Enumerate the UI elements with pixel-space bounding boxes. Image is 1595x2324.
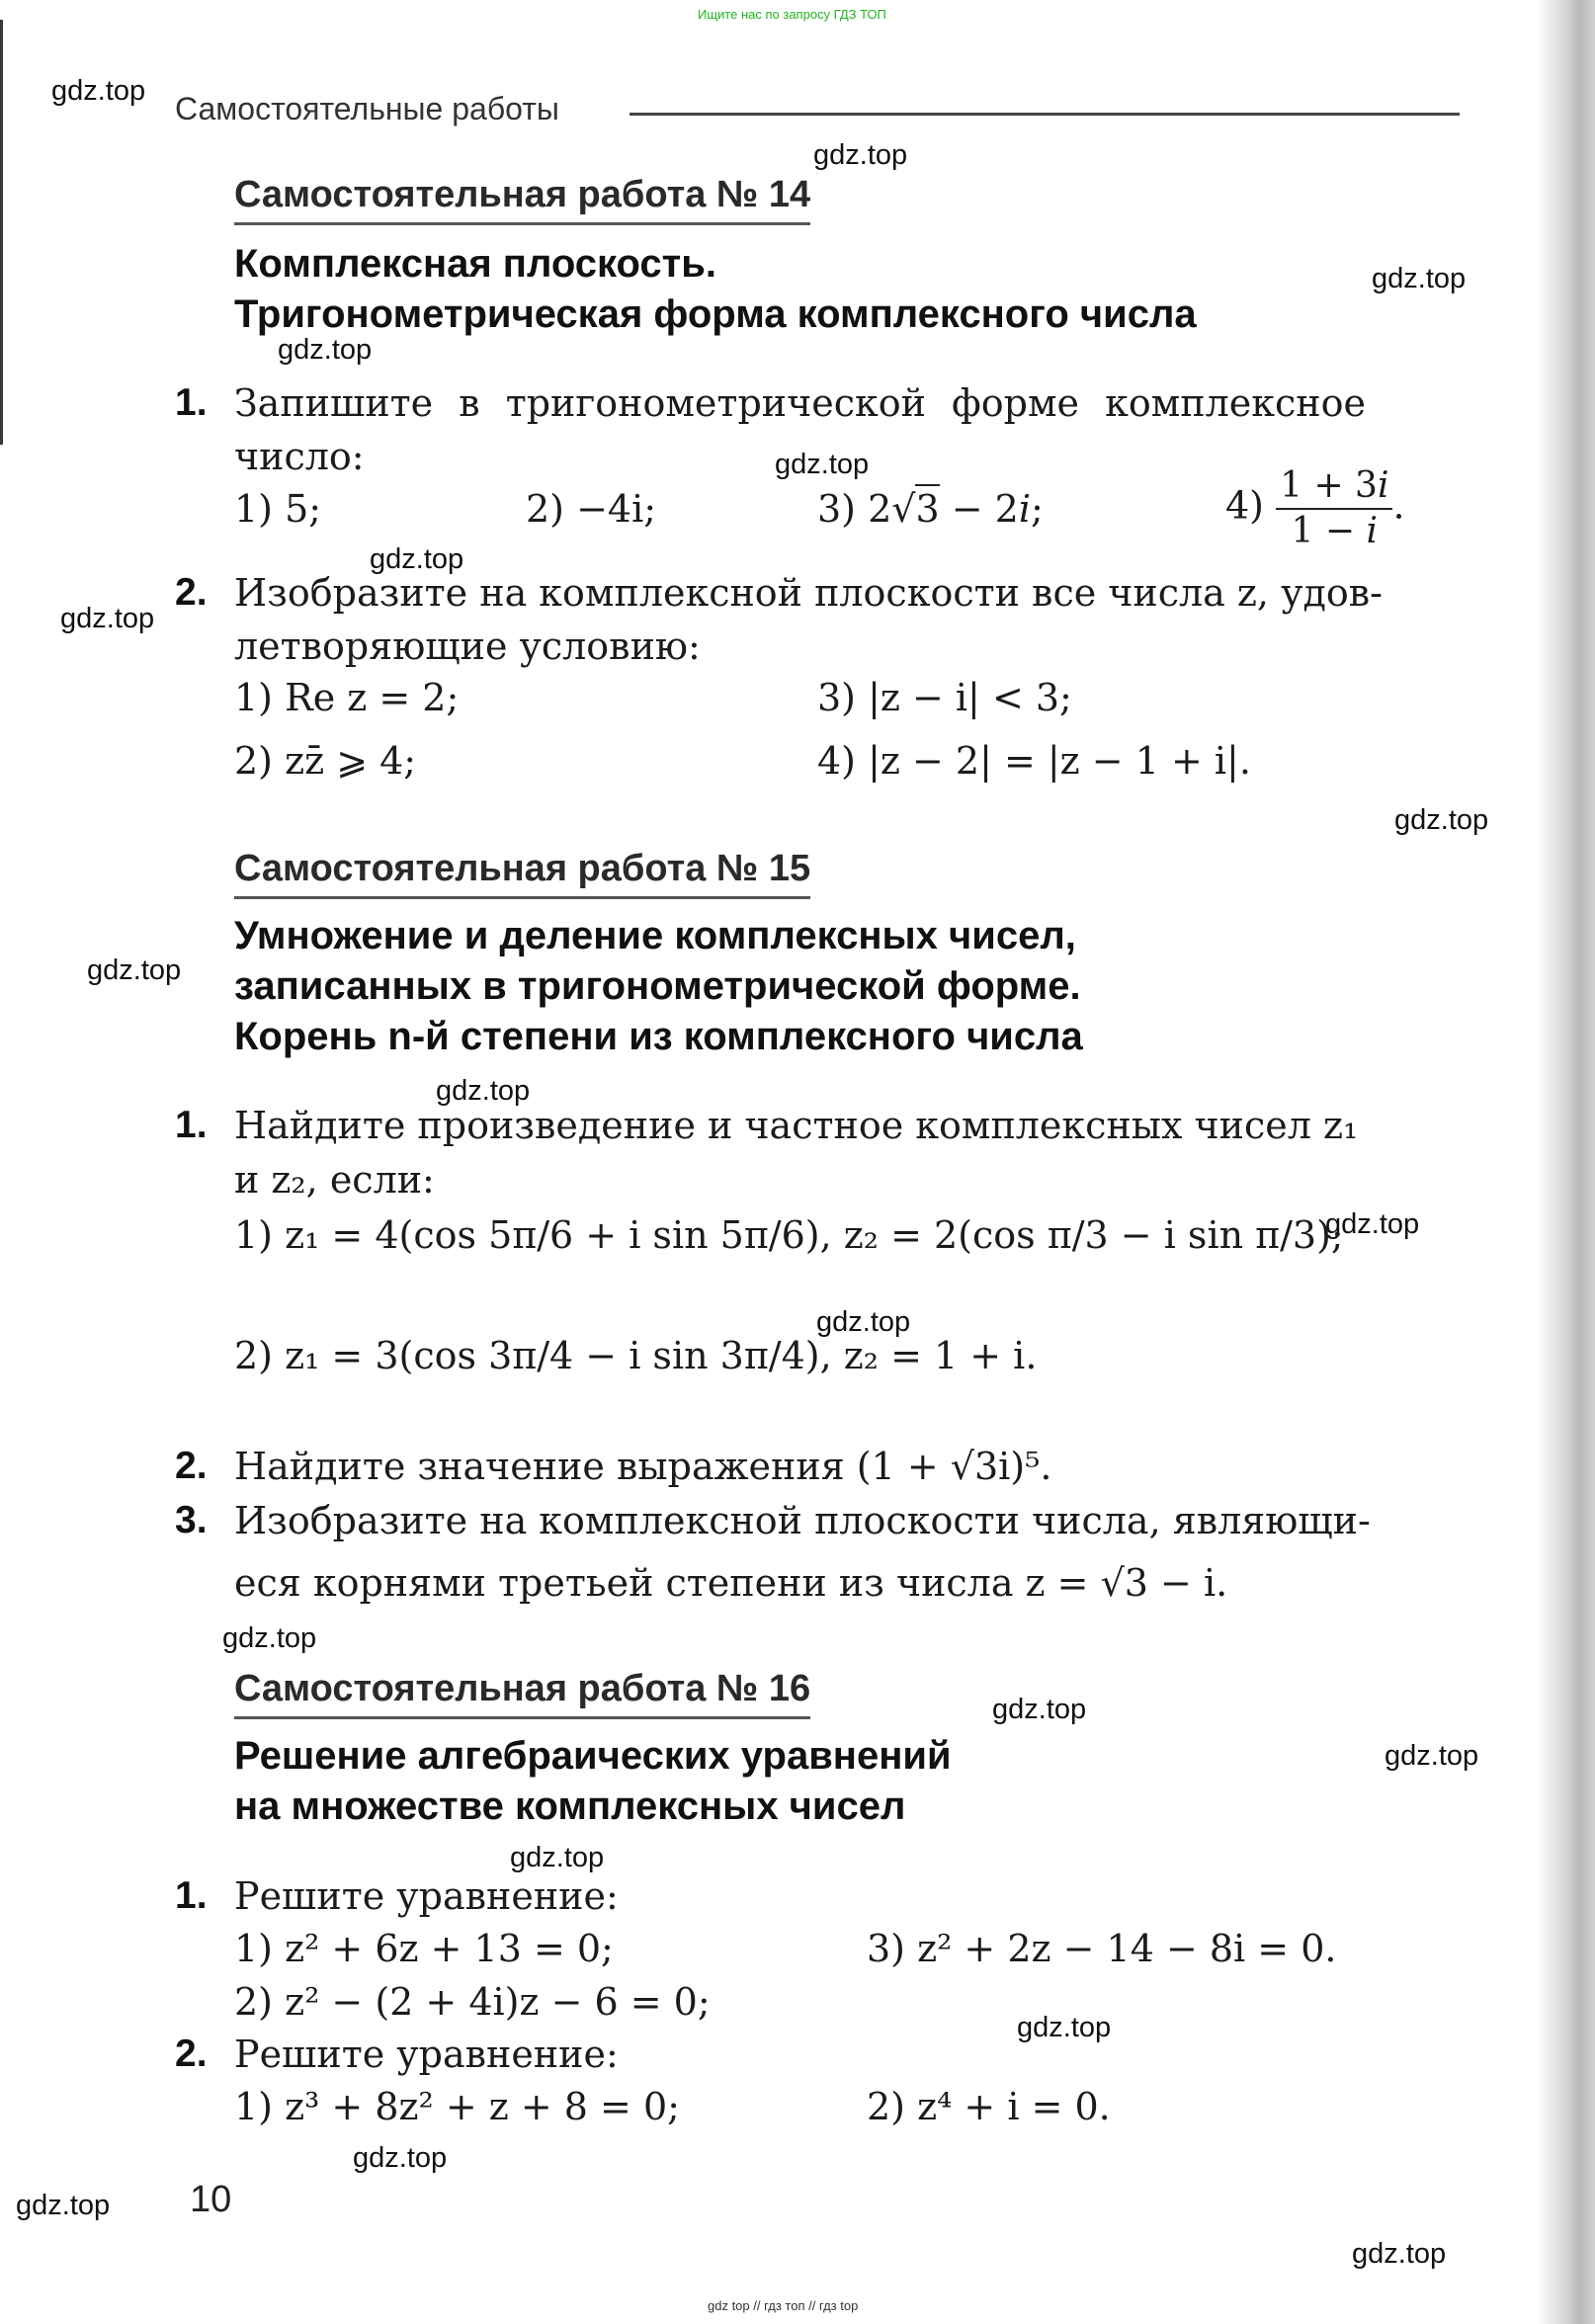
watermark: gdz.top: [370, 543, 464, 575]
task-item: 3) 2√3 − 2i;: [817, 487, 1044, 531]
task-number: 3.: [175, 1499, 208, 1541]
header-rule: [630, 113, 1460, 116]
work-15-subtitle-line-2: записанных в тригонометрической форме.: [234, 964, 1081, 1008]
work-16-subtitle-line-2: на множестве комплексных чисел: [234, 1784, 906, 1828]
watermark: gdz.top: [1394, 804, 1489, 836]
task-item: 1) z³ + 8z² + z + 8 = 0;: [234, 2085, 680, 2128]
work-15-subtitle-line-1: Умножение и деление комплексных чисел,: [234, 914, 1076, 957]
task-text: число:: [234, 435, 365, 478]
task-text: летворяющие условию:: [234, 624, 701, 668]
watermark: gdz.top: [222, 1622, 317, 1654]
task-item: 4) |z − 2| = |z − 1 + i|.: [817, 739, 1251, 783]
task-item: 2) −4i;: [526, 487, 657, 531]
work-14-subtitle-line-1: Комплексная плоскость.: [234, 242, 716, 286]
task-text: Решите уравнение:: [234, 2033, 619, 2076]
task-number: 1.: [175, 381, 208, 424]
watermark: gdz.top: [510, 1842, 605, 1873]
task-text: Найдите значение выражения (1 + √3i)⁵.: [234, 1445, 1052, 1488]
work-14-title: Самостоятельная работа № 14: [234, 174, 810, 225]
page-edge-shadow: [1536, 0, 1595, 2324]
watermark: gdz.top: [87, 954, 182, 986]
page-number: 10: [190, 2179, 232, 2220]
watermark: gdz.top: [813, 139, 908, 171]
task-item: 1) z² + 6z + 13 = 0;: [234, 1927, 614, 1970]
task-number: 2.: [175, 2033, 208, 2075]
watermark: gdz.top: [436, 1075, 531, 1107]
task-item: 1) z₁ = 4(cos 5π/6 + i sin 5π/6), z₂ = 2(cos π/3 − i sin π/3);: [234, 1213, 1344, 1257]
task-number: 1.: [175, 1874, 208, 1917]
watermark: gdz.top: [51, 75, 146, 107]
task-number: 1.: [175, 1104, 208, 1146]
running-head: Самостоятельные работы: [175, 91, 559, 126]
task-item: 2) z⁴ + i = 0.: [867, 2085, 1111, 2128]
work-15-subtitle-line-3: Корень n-й степени из комплексного числа: [234, 1015, 1083, 1058]
watermark: gdz.top: [16, 2190, 111, 2221]
work-16-title: Самостоятельная работа № 16: [234, 1668, 810, 1719]
work-15-title: Самостоятельная работа № 15: [234, 848, 810, 899]
task-number: 2.: [175, 1445, 208, 1487]
task-item: 2) z₁ = 3(cos 3π/4 − i sin 3π/4), z₂ = 1 + i.: [234, 1334, 1038, 1377]
work-14-subtitle-line-2: Тригонометрическая форма комплексного числа: [234, 292, 1197, 336]
task-text: еся корнями третьей степени из числа z = √3 − i.: [234, 1561, 1228, 1605]
work-16-subtitle-line-1: Решение алгебраических уравнений: [234, 1734, 952, 1778]
task-text: Изобразите на комплексной плоскости все числа z, удов-: [234, 571, 1383, 615]
task-text: Найдите произведение и частное комплексных чисел z₁: [234, 1104, 1359, 1147]
watermark: gdz.top: [992, 1694, 1087, 1725]
watermark: gdz.top: [1325, 1208, 1420, 1240]
task-text: Изобразите на комплексной плоскости числа, являющи-: [234, 1499, 1371, 1542]
task-item: 3) |z − i| < 3;: [817, 676, 1072, 719]
top-note: Ищите нас по запросу ГДЗ ТОП: [698, 7, 886, 22]
watermark: gdz.top: [1352, 2238, 1447, 2270]
watermark: gdz.top: [278, 334, 373, 366]
watermark: gdz.top: [1372, 263, 1467, 294]
task-text: Запишите в тригонометрической форме комплексное: [234, 381, 1366, 425]
task-text: и z₂, если:: [234, 1158, 435, 1202]
task-item: 4) $\frac{1 + 3i}{1 - i}$ .: [1225, 465, 1405, 551]
task-item: 1) 5;: [234, 487, 322, 531]
watermark: gdz.top: [60, 603, 155, 634]
watermark: gdz.top: [1017, 2012, 1112, 2043]
scan-edge: [0, 20, 3, 445]
watermark: gdz.top: [816, 1306, 911, 1338]
bottom-note: gdz top // гдз топ // гдз top: [708, 2298, 859, 2313]
task-number: 2.: [175, 571, 208, 614]
task-item: 1) Re z = 2;: [234, 676, 460, 719]
task-item: 2) zz̄ ⩾ 4;: [234, 739, 417, 783]
task-item: 2) z² − (2 + 4i)z − 6 = 0;: [234, 1980, 711, 2024]
watermark: gdz.top: [1385, 1740, 1479, 1772]
watermark: gdz.top: [775, 449, 870, 480]
task-text: Решите уравнение:: [234, 1874, 619, 1918]
watermark: gdz.top: [353, 2142, 448, 2174]
task-item: 3) z² + 2z − 14 − 8i = 0.: [867, 1927, 1337, 1970]
